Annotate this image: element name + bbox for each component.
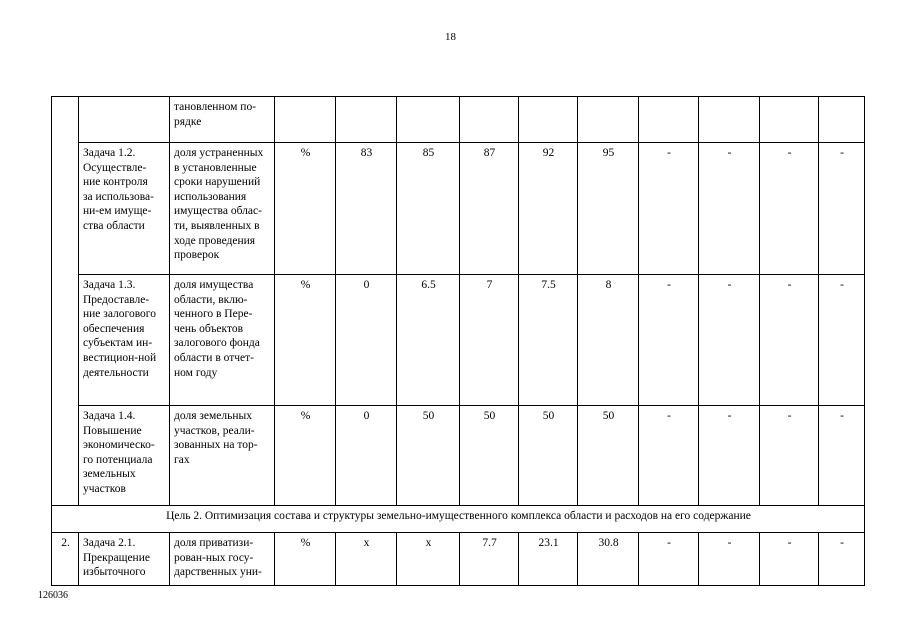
value-cell: 0 xyxy=(336,275,397,406)
value-cell: - xyxy=(639,143,699,275)
value-cell: - xyxy=(699,406,760,506)
value-cell xyxy=(639,97,699,143)
value-cell: 92 xyxy=(519,143,578,275)
row-number-cell xyxy=(52,97,79,506)
value-cell: 30.8 xyxy=(578,533,639,586)
value-cell: 95 xyxy=(578,143,639,275)
value-cell: - xyxy=(760,406,819,506)
table-row xyxy=(52,97,865,143)
value-cell: 50 xyxy=(519,406,578,506)
value-cell: - xyxy=(760,533,819,586)
value-cell xyxy=(578,97,639,143)
unit-cell: % xyxy=(275,533,336,586)
value-cell xyxy=(699,97,760,143)
value-cell: - xyxy=(760,275,819,406)
indicators-table xyxy=(51,96,865,586)
task-cell xyxy=(79,97,170,143)
indicator-cell: доля приватизи- рован-ных госу- дарственных уни- xyxy=(170,533,275,586)
value-cell: 8 xyxy=(578,275,639,406)
value-cell xyxy=(397,97,460,143)
unit-cell: % xyxy=(275,143,336,275)
task-cell: Задача 2.1. Прекращение избыточного xyxy=(79,533,170,586)
unit-cell xyxy=(275,97,336,143)
value-cell xyxy=(760,97,819,143)
value-cell: - xyxy=(699,533,760,586)
value-cell xyxy=(819,97,865,143)
task-cell: Задача 1.2. Осуществле- ние контроля за использова- ни-ем имуще- ства области xyxy=(79,143,170,275)
value-cell: - xyxy=(639,533,699,586)
unit-cell: % xyxy=(275,275,336,406)
unit-cell: % xyxy=(275,406,336,506)
page-number: 18 xyxy=(445,31,456,43)
footer-code: 126036 xyxy=(38,590,68,601)
value-cell: 7 xyxy=(460,275,519,406)
value-cell: - xyxy=(819,533,865,586)
value-cell: x xyxy=(397,533,460,586)
value-cell: - xyxy=(819,406,865,506)
value-cell: 50 xyxy=(397,406,460,506)
value-cell: 50 xyxy=(578,406,639,506)
value-cell xyxy=(336,97,397,143)
value-cell: - xyxy=(819,143,865,275)
value-cell: 85 xyxy=(397,143,460,275)
value-cell xyxy=(460,97,519,143)
goal-row xyxy=(52,506,865,533)
value-cell: - xyxy=(699,143,760,275)
value-cell: 7.5 xyxy=(519,275,578,406)
value-cell: 50 xyxy=(460,406,519,506)
indicator-cell: доля устраненных в установленные сроки нарушений использования имущества облас- ти, выявленных в ходе проведения проверок xyxy=(170,143,275,275)
value-cell: - xyxy=(699,275,760,406)
value-cell: 6.5 xyxy=(397,275,460,406)
value-cell: - xyxy=(639,275,699,406)
task-cell: Задача 1.3. Предоставле- ние залогового обеспечения субъектам ин- вестицион-ной деятельности xyxy=(79,275,170,406)
value-cell: - xyxy=(760,143,819,275)
indicator-cell: тановленном по- рядке xyxy=(170,97,275,143)
value-cell: 7.7 xyxy=(460,533,519,586)
table-row xyxy=(52,275,865,406)
table-row xyxy=(52,143,865,275)
table-body xyxy=(52,97,865,586)
table-row xyxy=(52,406,865,506)
value-cell: 87 xyxy=(460,143,519,275)
value-cell: - xyxy=(819,275,865,406)
indicator-cell: доля имущества области, вклю- ченного в Пере- чень объектов залогового фонда области в отчет- ном году xyxy=(170,275,275,406)
value-cell: 0 xyxy=(336,406,397,506)
indicator-cell: доля земельных участков, реали- зованных на тор- гах xyxy=(170,406,275,506)
value-cell: - xyxy=(639,406,699,506)
value-cell: 23.1 xyxy=(519,533,578,586)
table-row xyxy=(52,533,865,586)
value-cell: x xyxy=(336,533,397,586)
value-cell xyxy=(519,97,578,143)
task-cell: Задача 1.4. Повышение экономическо- го потенциала земельных участков xyxy=(79,406,170,506)
row-number-cell: 2. xyxy=(52,533,79,586)
value-cell: 83 xyxy=(336,143,397,275)
goal-heading: Цель 2. Оптимизация состава и структуры земельно-имущественного комплекса области и расходов на его содержание xyxy=(52,506,865,533)
